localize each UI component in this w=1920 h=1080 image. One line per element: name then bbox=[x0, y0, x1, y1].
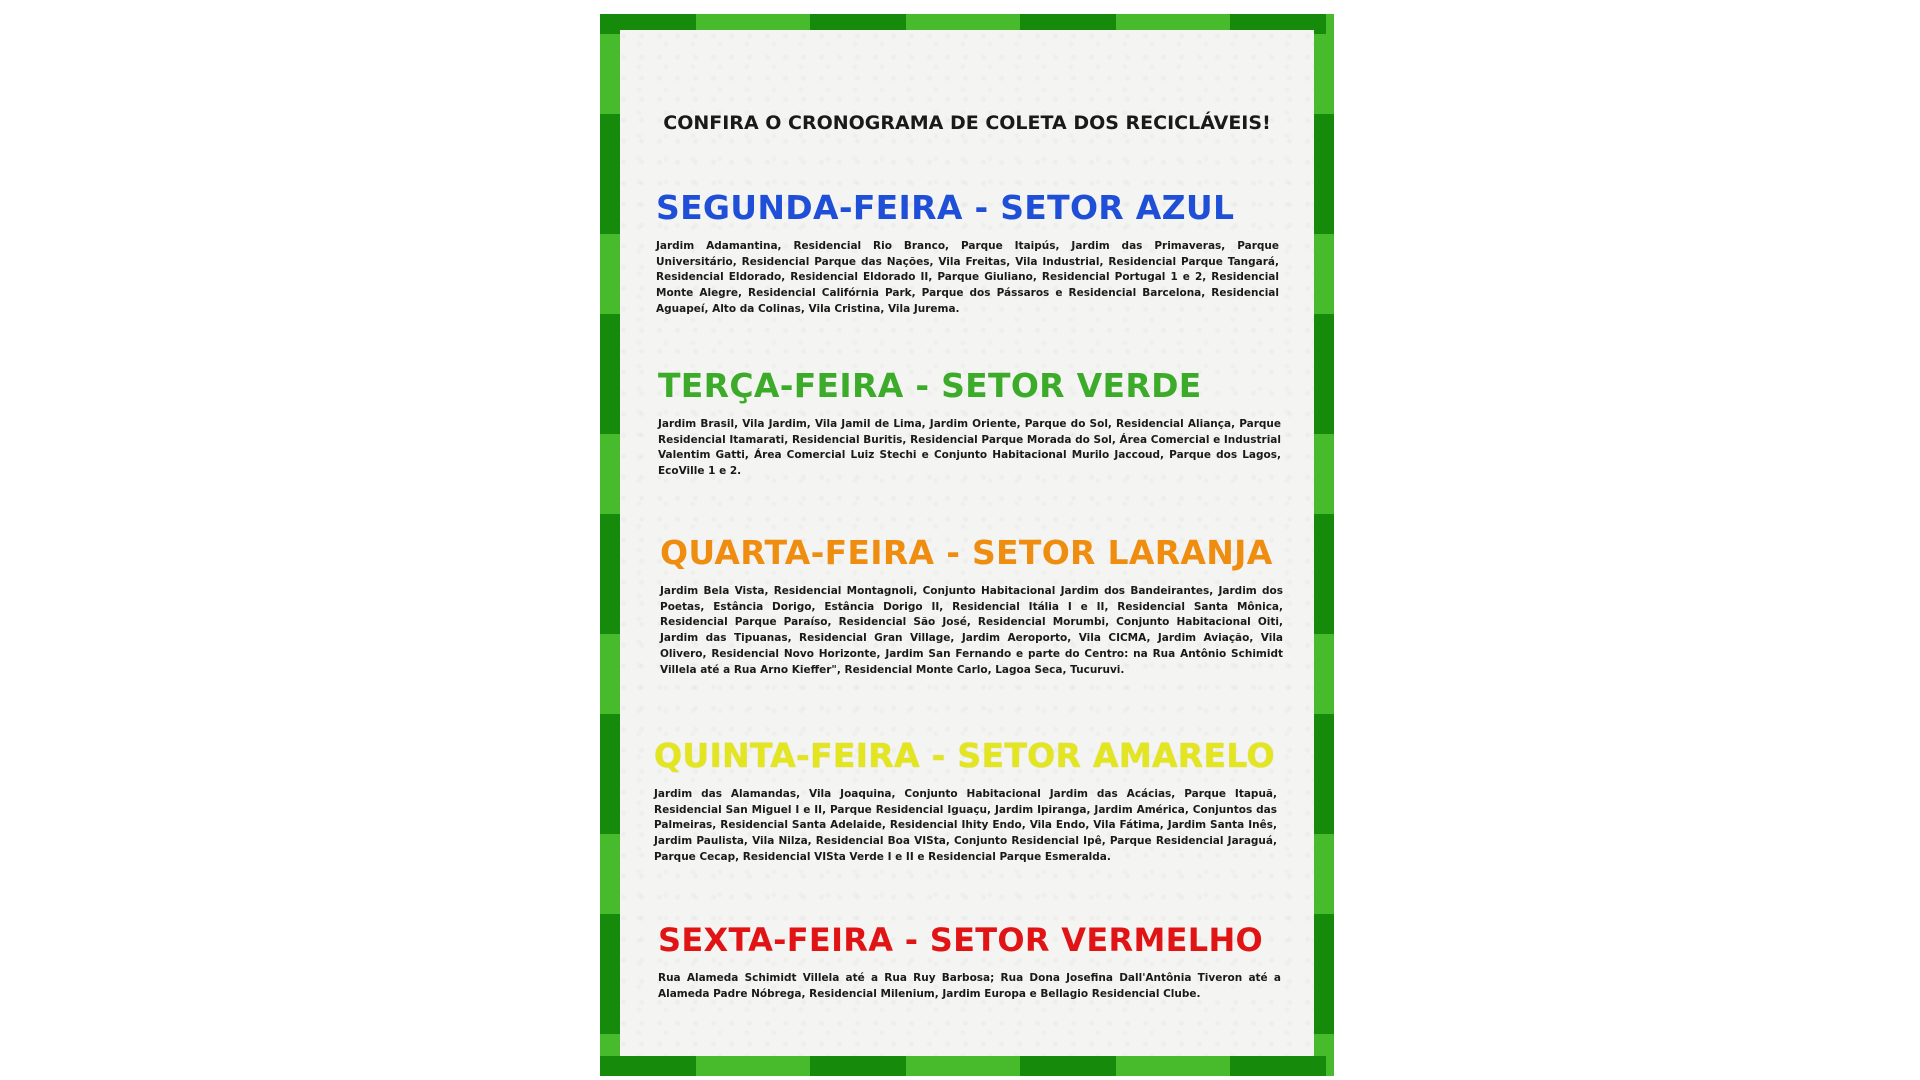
section-heading: TERÇA-FEIRA - SETOR VERDE bbox=[658, 366, 1202, 405]
section-tuesday-green bbox=[658, 366, 1281, 480]
section-thursday-yellow bbox=[654, 736, 1277, 866]
section-heading: QUARTA-FEIRA - SETOR LARANJA bbox=[660, 533, 1273, 572]
section-text: Jardim das Alamandas, Vila Joaquina, Conjunto Habitacional Jardim das Acácias, Parque Itapuã, Residencial San Miguel I e II, Parque Residencial Iguaçu, Jardim Ipiranga, Jardim América, Conjuntos das Palmeiras, Residencial Santa Adelaide, Residencial Ihity Endo, Vila Endo, Vila Fátima, Jardim Santa Inês, Jardim Paulista, Vila Nilza, Residencial Boa VISta, Conjunto Residencial Ipê, Parque Residencial Jaraguá, Parque Cecap, Residencial VISta Verde I e II e Residencial Parque Esmeralda. bbox=[654, 788, 1277, 863]
section-heading: SEGUNDA-FEIRA - SETOR AZUL bbox=[656, 188, 1235, 227]
section-monday-blue bbox=[656, 188, 1279, 318]
section-friday-red bbox=[658, 921, 1281, 1002]
paper-sheet bbox=[620, 30, 1314, 1056]
section-heading: SEXTA-FEIRA - SETOR VERMELHO bbox=[658, 921, 1264, 959]
section-text: Rua Alameda Schimidt Villela até a Rua Ruy Barbosa; Rua Dona Josefina Dall'Antônia Tiveron até a Alameda Padre Nóbrega, Residencial Milenium, Jardim Europa e Bellagio Residencial Clube. bbox=[658, 972, 1281, 1000]
section-text: Jardim Bela Vista, Residencial Montagnoli, Conjunto Habitacional Jardim dos Bandeirantes, Jardim dos Poetas, Estância Dorigo, Estância Dorigo II, Residencial Itália I e II, Residencial Santa Mônica, Residencial Parque Paraíso, Residencial São José, Residencial Morumbi, Conjunto Habitacional Oiti, Jardim das Tipuanas, Residencial Gran Village, Jardim Aeroporto, Vila CICMA, Jardim Aviação, Vila Olivero, Residencial Novo Horizonte, Jardim San Fernando e parte do Centro: na Rua Antônio Schimidt Villela até a Rua Arno Kieffer", Residencial Monte Carlo, Lagoa Seca, Tucuruvi. bbox=[660, 585, 1283, 676]
section-wednesday-orange bbox=[660, 533, 1283, 678]
section-text: Jardim Adamantina, Residencial Rio Branco, Parque Itaipús, Jardim das Primaveras, Parque Universitário, Residencial Parque das Nações, Vila Freitas, Vila Industrial, Residencial Parque Tangará, Residencial Eldorado, Residencial Eldorado II, Parque Giuliano, Residencial Portugal 1 e 2, Residencial Monte Alegre, Residencial Califórnia Park, Parque dos Pássaros e Residencial Barcelona, Residencial Aguapeí, Alto da Colinas, Vila Cristina, Vila Jurema. bbox=[656, 240, 1279, 315]
section-text: Jardim Brasil, Vila Jardim, Vila Jamil de Lima, Jardim Oriente, Parque do Sol, Residencial Aliança, Parque Residencial Itamarati, Residencial Buritis, Residencial Parque Morada do Sol, Área Comercial e Industrial Valentim Gatti, Área Comercial Luiz Stechi e Conjunto Habitacional Murilo Jaccoud, Parque dos Lagos, EcoVille 1 e 2. bbox=[658, 418, 1281, 478]
page-title: CONFIRA O CRONOGRAMA DE COLETA DOS RECICLÁVEIS! bbox=[663, 112, 1271, 134]
section-heading: QUINTA-FEIRA - SETOR AMARELO bbox=[654, 736, 1275, 775]
poster-frame bbox=[600, 14, 1334, 1076]
